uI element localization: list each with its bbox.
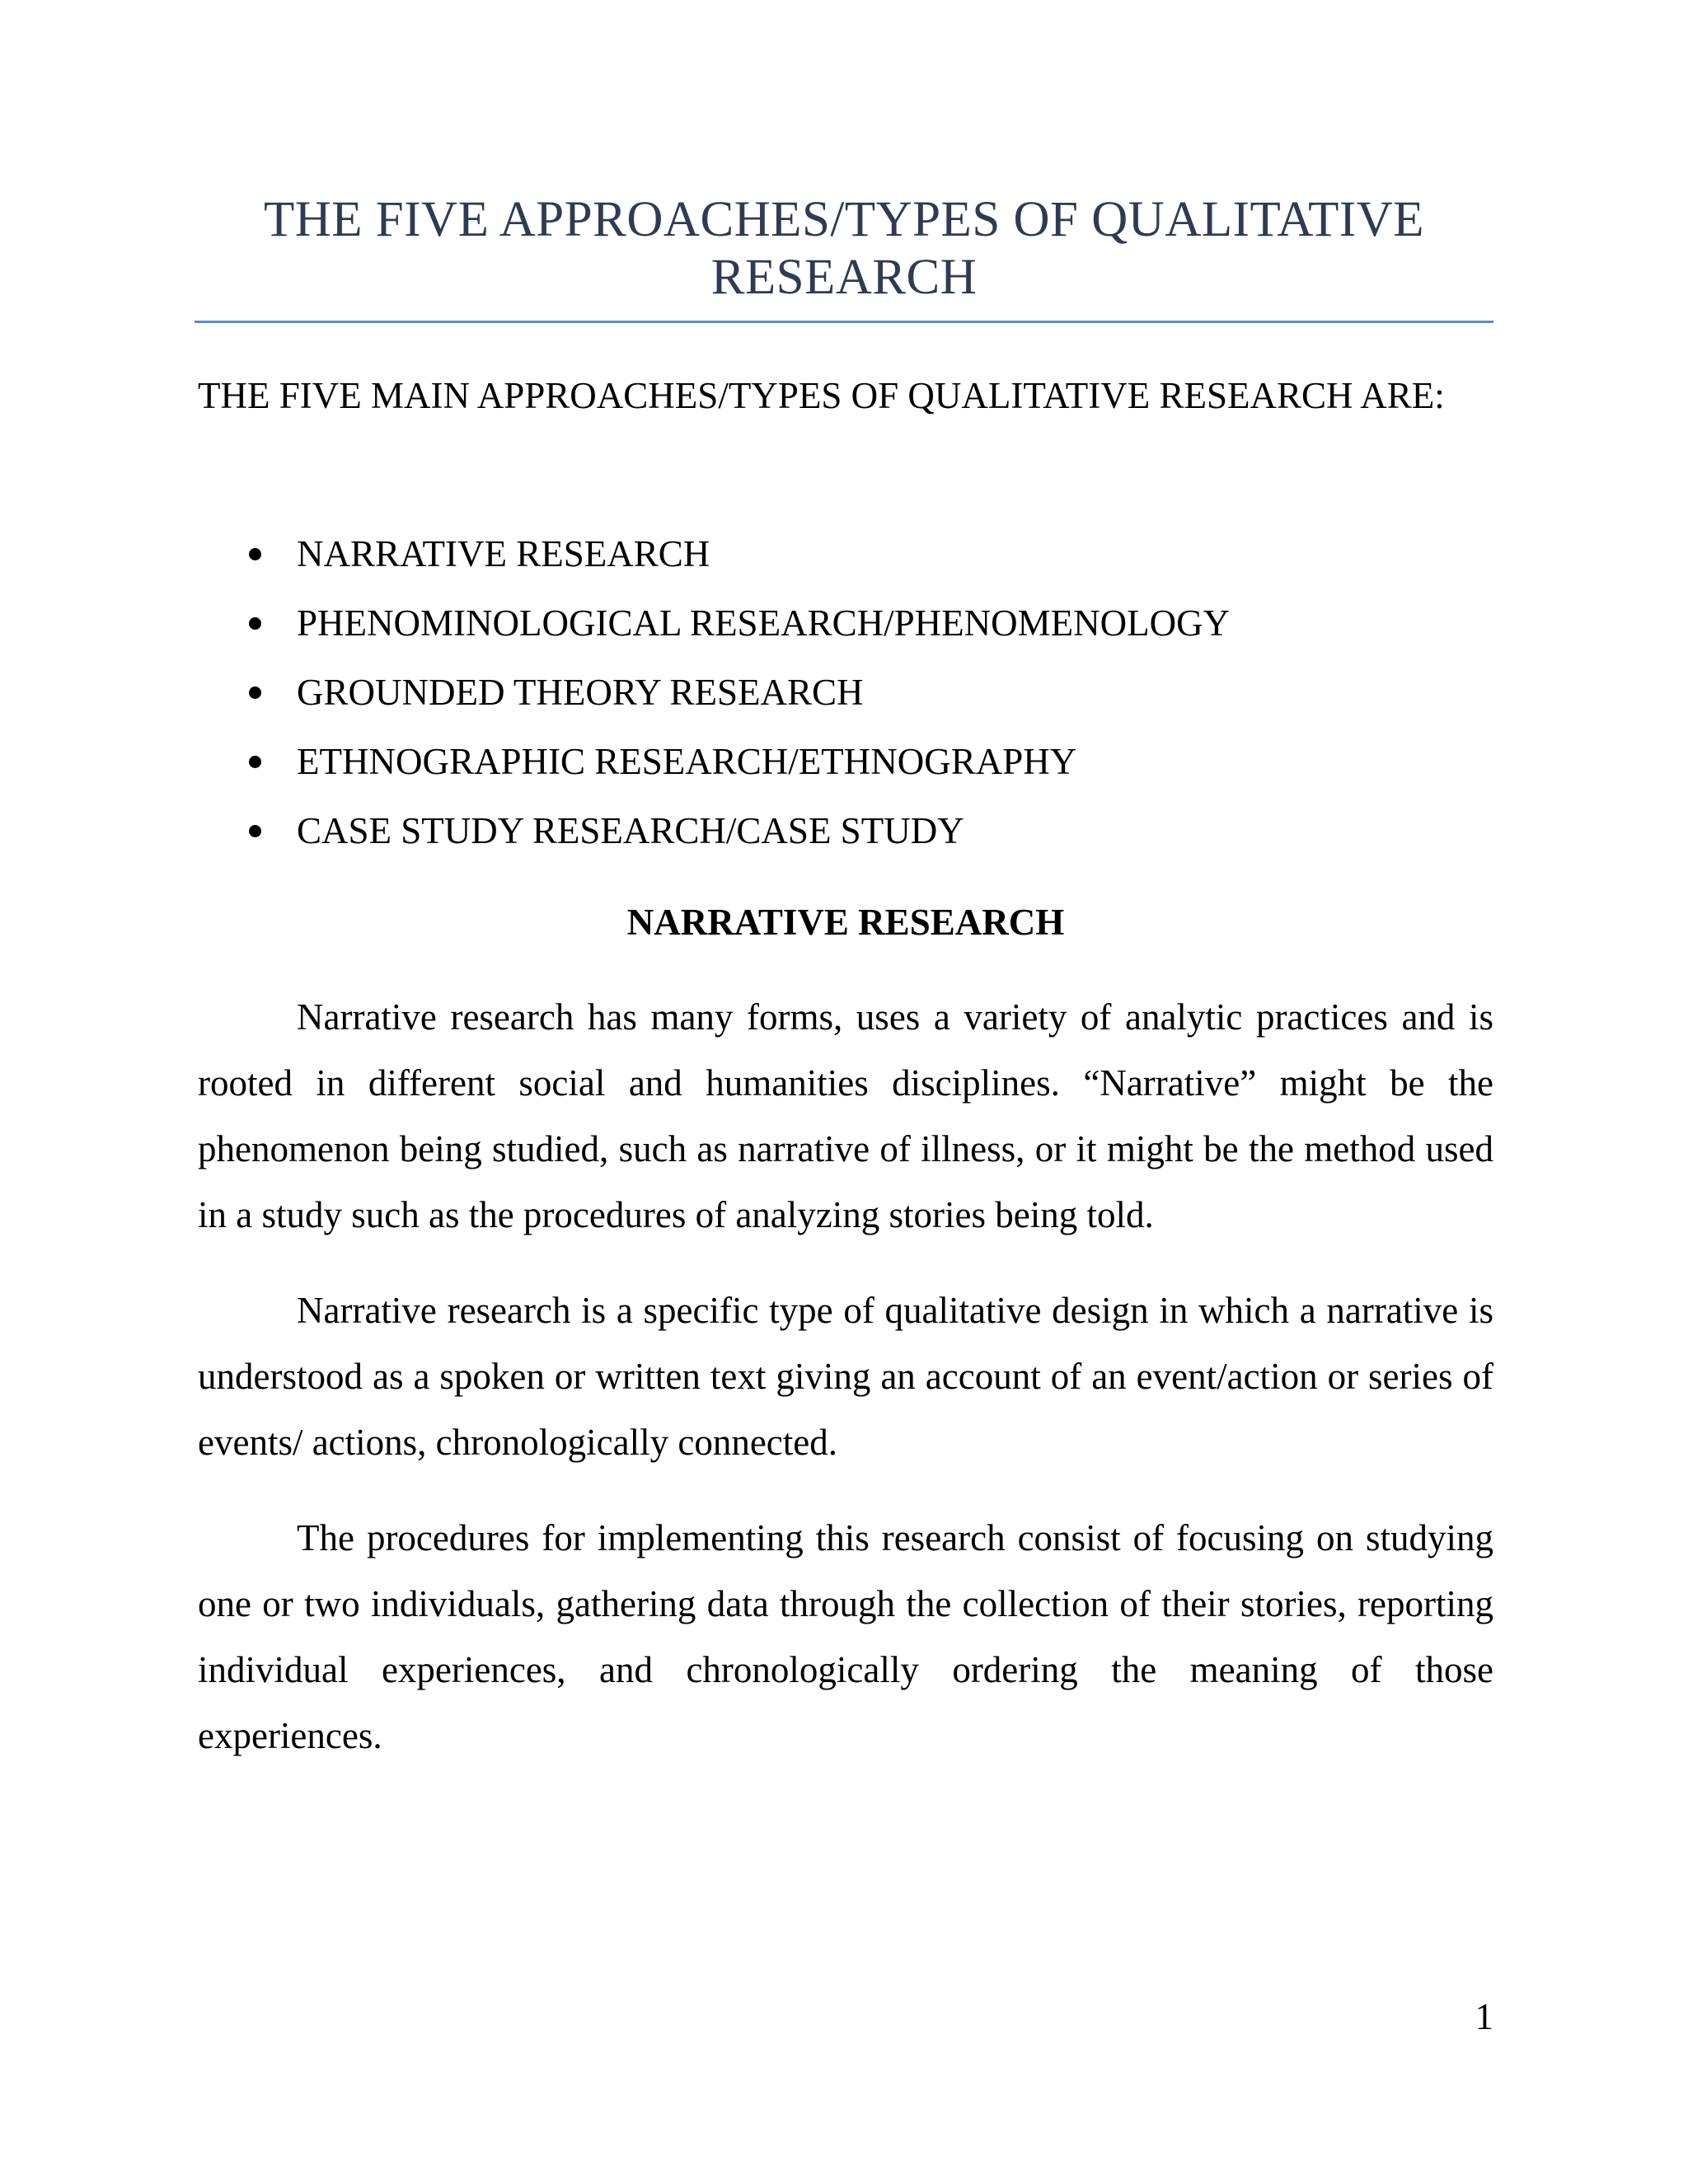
list-item <box>198 727 1493 796</box>
bullet-icon <box>249 687 261 699</box>
list-item-label: PHENOMINOLOGICAL RESEARCH/PHENOMENOLOGY <box>297 602 1231 644</box>
list-item-label: GROUNDED THEORY RESEARCH <box>297 672 864 713</box>
list-item <box>198 796 1493 865</box>
section-heading: NARRATIVE RESEARCH <box>626 902 1065 943</box>
bullet-icon <box>249 617 261 630</box>
paragraph: The procedures for implementing this research consist of focusing on studying one or two individuals, gathering data through the collection of their stories, reporting individual experiences, and chronologically ordering the meaning of those experiences. <box>198 1517 1493 1756</box>
intro-text: THE FIVE MAIN APPROACHES/TYPES OF QUALITATIVE RESEARCH ARE: <box>198 375 1445 416</box>
list-item-label: ETHNOGRAPHIC RESEARCH/ETHNOGRAPHY <box>297 741 1077 782</box>
paragraph: Narrative research is a specific type of qualitative design in which a narrative is understood as a spoken or written text giving an account of an event/action or series of events/ actions, chronologically connected. <box>198 1290 1493 1463</box>
paragraph: Narrative research has many forms, uses a variety of analytic practices and is rooted in different social and humanities disciplines. “Narrative” might be the phenomenon being studied, such as narrative of illness, or it might be the method used in a study such as the procedures of analyzing stories being told. <box>198 996 1493 1235</box>
bullet-icon <box>249 825 261 837</box>
list-item <box>198 588 1493 658</box>
title-underline <box>195 321 1493 323</box>
list-item-label: NARRATIVE RESEARCH <box>297 533 710 574</box>
list-item <box>198 658 1493 727</box>
bullet-icon <box>249 756 261 768</box>
list-item-label: CASE STUDY RESEARCH/CASE STUDY <box>297 810 964 851</box>
document-title: THE FIVE APPROACHES/TYPES OF QUALITATIVE RESEARCH <box>263 192 1425 305</box>
page-number: 1 <box>1475 1996 1493 2037</box>
approaches-list <box>198 519 1493 865</box>
bullet-icon <box>249 548 261 560</box>
list-item <box>198 519 1493 588</box>
